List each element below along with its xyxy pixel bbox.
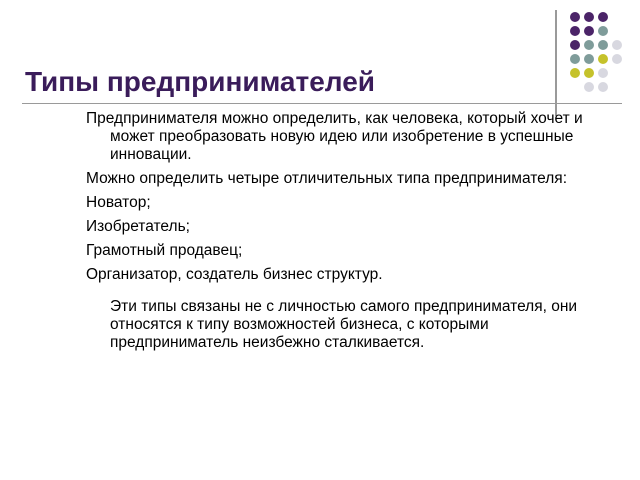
decorative-dot [598,82,608,92]
decorative-dot [612,40,622,50]
list-item-inventor: Изобретатель; [86,218,190,235]
decorative-dot [612,54,622,64]
decorative-dot [598,54,608,64]
list-item-innovator: Новатор; [86,194,151,211]
decorative-dot [598,12,608,22]
paragraph-types-intro: Можно определить четыре отличительных типа предпринимателя: [86,170,567,187]
closing-note: Эти типы связаны не с личностью самого предпринимателя, они относятся к типу возможностей бизнеса, с которыми предприниматель неизбежно сталкивается. [110,298,578,351]
slide-body [86,110,606,352]
decorative-dot [570,68,580,78]
list-item-organizer: Организатор, создатель бизнес структур. [86,266,383,283]
decorative-dot [570,12,580,22]
decorative-dot [584,54,594,64]
decorative-dot [584,40,594,50]
decorative-dot [584,26,594,36]
decorative-dot-grid [0,0,640,120]
decorative-dot [570,54,580,64]
decorative-dot [584,68,594,78]
decorative-dot [584,12,594,22]
decorative-dot [584,82,594,92]
decorative-dot [570,26,580,36]
decorative-dot [570,40,580,50]
slide-title: Типы предпринимателей [25,66,375,97]
paragraph-definition: Предпринимателя можно определить, как человека, который хочет и может преобразовать новую идею или изобретение в успешные инновации. [86,110,583,163]
list-item-seller: Грамотный продавец; [86,242,243,259]
decorative-dot [598,68,608,78]
decorative-dot [598,26,608,36]
decorative-dot [598,40,608,50]
